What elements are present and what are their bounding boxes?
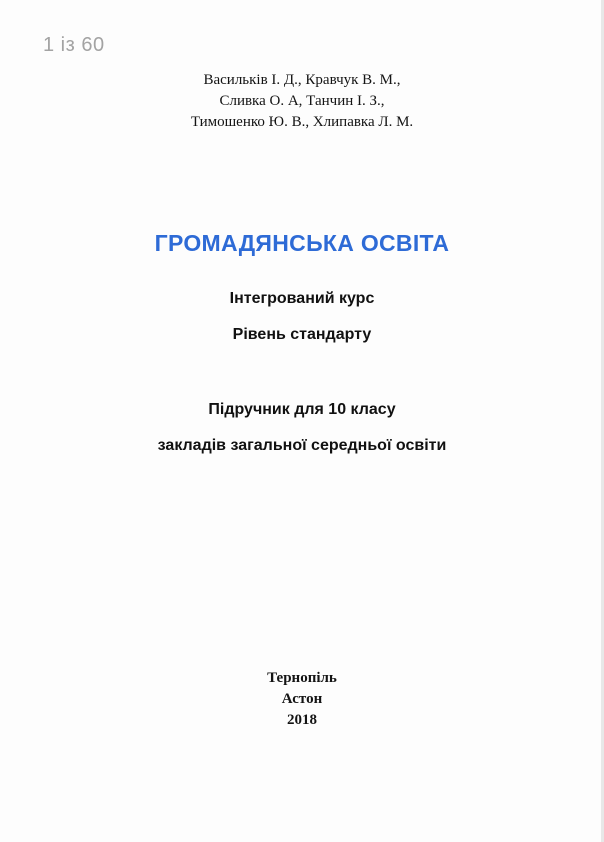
course-type: Інтегрований курс: [229, 290, 375, 307]
authors-line-1: Васильків І. Д., Кравчук В. М.,: [203, 72, 401, 88]
authors-line-3: Тимошенко Ю. В., Хлипавка Л. М.: [190, 114, 414, 130]
authors-block: [0, 70, 604, 133]
book-title: ГРОМАДЯНСЬКА ОСВІТА: [154, 230, 450, 256]
imprint-block: [0, 668, 604, 731]
imprint-city: Тернопіль: [267, 670, 337, 686]
imprint-year: 2018: [287, 712, 317, 728]
imprint-publisher: Астон: [281, 691, 323, 707]
page-counter: 1 із 60: [43, 34, 105, 56]
textbook-grade: Підручник для 10 класу: [208, 401, 396, 418]
course-level: Рівень стандарту: [232, 326, 372, 343]
authors-line-2: Сливка О. А, Танчин І. З.,: [219, 93, 385, 109]
textbook-audience: закладів загальної середньої освіти: [157, 437, 447, 454]
